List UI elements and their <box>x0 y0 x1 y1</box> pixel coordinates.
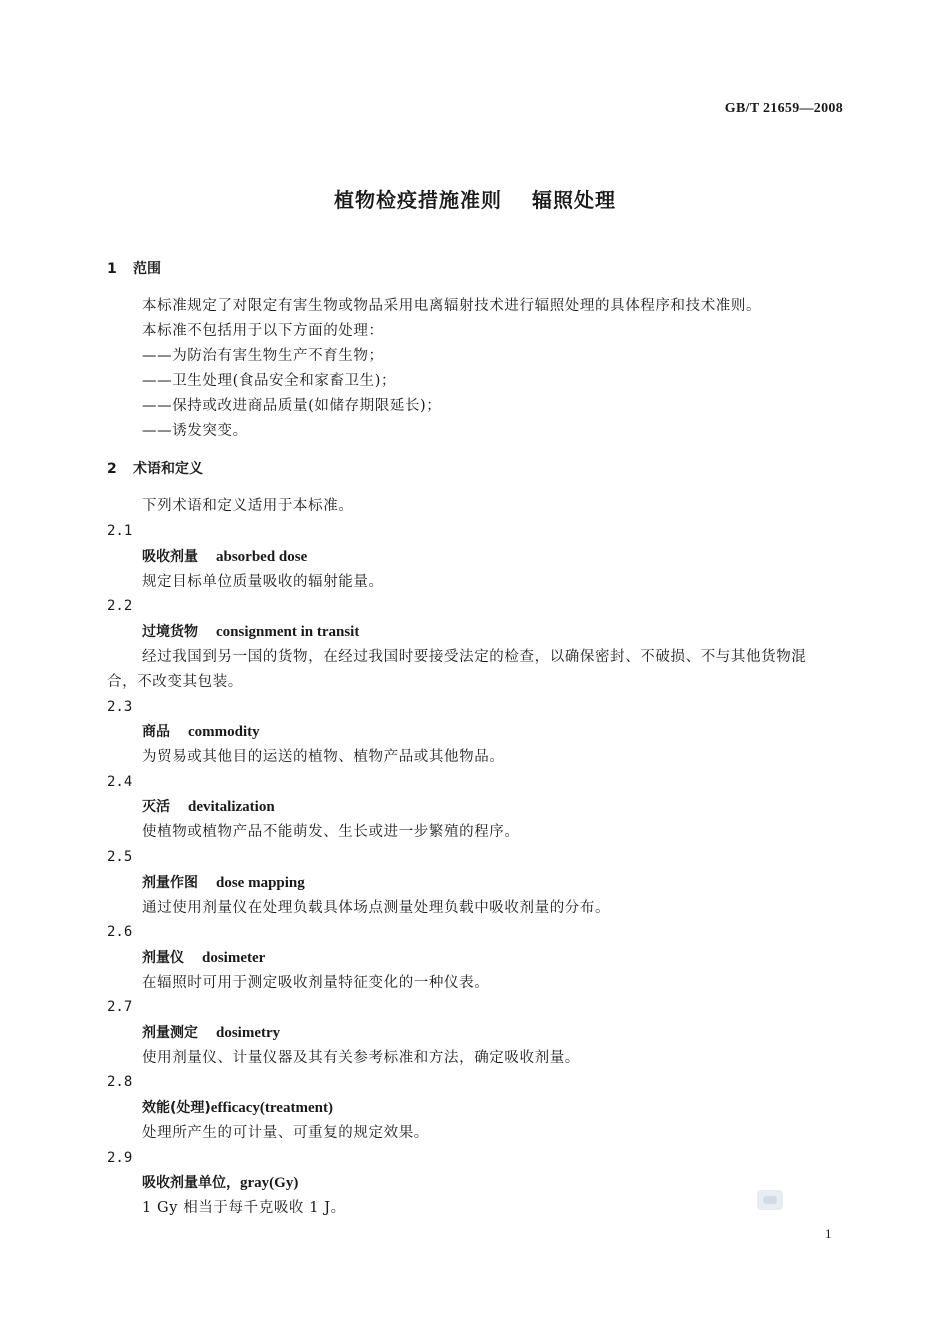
term-en: absorbed dose <box>216 549 308 565</box>
term-number: 2.2 <box>107 598 133 614</box>
section-heading <box>107 259 161 279</box>
term-en: devitalization <box>188 799 275 815</box>
term-heading <box>142 1098 333 1118</box>
term-zh: 过境货物 <box>142 624 198 640</box>
list-item: ——卫生处理(食品安全和家畜卫生)； <box>142 373 397 389</box>
paragraph: 本标准规定了对限定有害生物或物品采用电离辐射技术进行辐照处理的具体程序和技术准则。 <box>142 298 762 314</box>
term-heading <box>142 622 359 642</box>
term-zh: 吸收剂量 <box>142 549 198 565</box>
term-definition: 1 Gy 相当于每千克吸收 1 J。 <box>142 1200 346 1216</box>
term-definition: 在辐照时可用于测定吸收剂量特征变化的一种仪表。 <box>142 975 490 991</box>
term-en: gray(Gy) <box>240 1175 299 1191</box>
section-heading <box>107 459 203 479</box>
term-en: dosimeter <box>202 950 266 966</box>
term-zh: 效能(处理) <box>142 1100 211 1116</box>
term-definition-cont: 合，不改变其包装。 <box>107 674 243 690</box>
term-definition: 使植物或植物产品不能萌发、生长或进一步繁殖的程序。 <box>142 824 520 840</box>
term-en: consignment in transit <box>216 624 360 640</box>
term-zh: 吸收剂量单位， <box>142 1175 240 1191</box>
page-number: 1 <box>825 1226 832 1241</box>
term-number: 2.5 <box>107 849 133 865</box>
term-heading <box>142 722 260 742</box>
term-en: dosimetry <box>216 1025 281 1041</box>
term-zh: 剂量测定 <box>142 1025 198 1041</box>
term-heading <box>142 1023 280 1043</box>
term-number: 2.8 <box>107 1074 133 1090</box>
term-en: dose mapping <box>216 875 305 891</box>
term-heading <box>142 948 265 968</box>
term-heading <box>142 873 305 893</box>
section-number: 2 <box>107 461 117 477</box>
list-item: ——保持或改进商品质量(如储存期限延长)； <box>142 398 442 414</box>
term-zh: 剂量作图 <box>142 875 198 891</box>
section-title: 范围 <box>133 261 161 277</box>
term-definition: 处理所产生的可计量、可重复的规定效果。 <box>142 1125 429 1141</box>
term-number: 2.4 <box>107 774 133 790</box>
standard-code: GB/T 21659—2008 <box>724 101 843 116</box>
paragraph: 下列术语和定义适用于本标准。 <box>142 498 354 514</box>
section-title: 术语和定义 <box>133 461 203 477</box>
term-en: efficacy(treatment) <box>210 1100 333 1116</box>
term-en: commodity <box>188 724 260 740</box>
term-heading <box>142 1173 298 1193</box>
term-number: 2.1 <box>107 523 133 539</box>
term-zh: 灭活 <box>142 799 170 815</box>
term-zh: 剂量仪 <box>142 950 184 966</box>
term-definition: 为贸易或其他目的运送的植物、植物产品或其他物品。 <box>142 749 505 765</box>
term-zh: 商品 <box>142 724 170 740</box>
page-title <box>0 184 950 213</box>
list-item: ——诱发突变。 <box>142 423 248 439</box>
term-definition: 规定目标单位质量吸收的辐射能量。 <box>142 574 384 590</box>
watermark-logo <box>757 1190 783 1210</box>
section-number: 1 <box>107 261 117 277</box>
term-number: 2.3 <box>107 699 133 715</box>
term-heading <box>142 797 275 817</box>
term-number: 2.9 <box>107 1150 133 1166</box>
term-heading <box>142 547 307 567</box>
term-number: 2.7 <box>107 999 133 1015</box>
paragraph: 本标准不包括用于以下方面的处理： <box>142 323 384 339</box>
term-definition: 使用剂量仪、计量仪器及其有关参考标准和方法，确定吸收剂量。 <box>142 1050 580 1066</box>
term-definition: 通过使用剂量仪在处理负载具体场点测量处理负载中吸收剂量的分布。 <box>142 900 611 916</box>
term-definition: 经过我国到另一国的货物，在经过我国时要接受法定的检查，以确保密封、不破损、不与其他货物混 <box>142 649 807 665</box>
title-part1: 植物检疫措施准则 <box>334 188 502 212</box>
term-number: 2.6 <box>107 924 133 940</box>
list-item: ——为防治有害生物生产不育生物； <box>142 348 384 364</box>
title-part2: 辐照处理 <box>532 188 616 212</box>
